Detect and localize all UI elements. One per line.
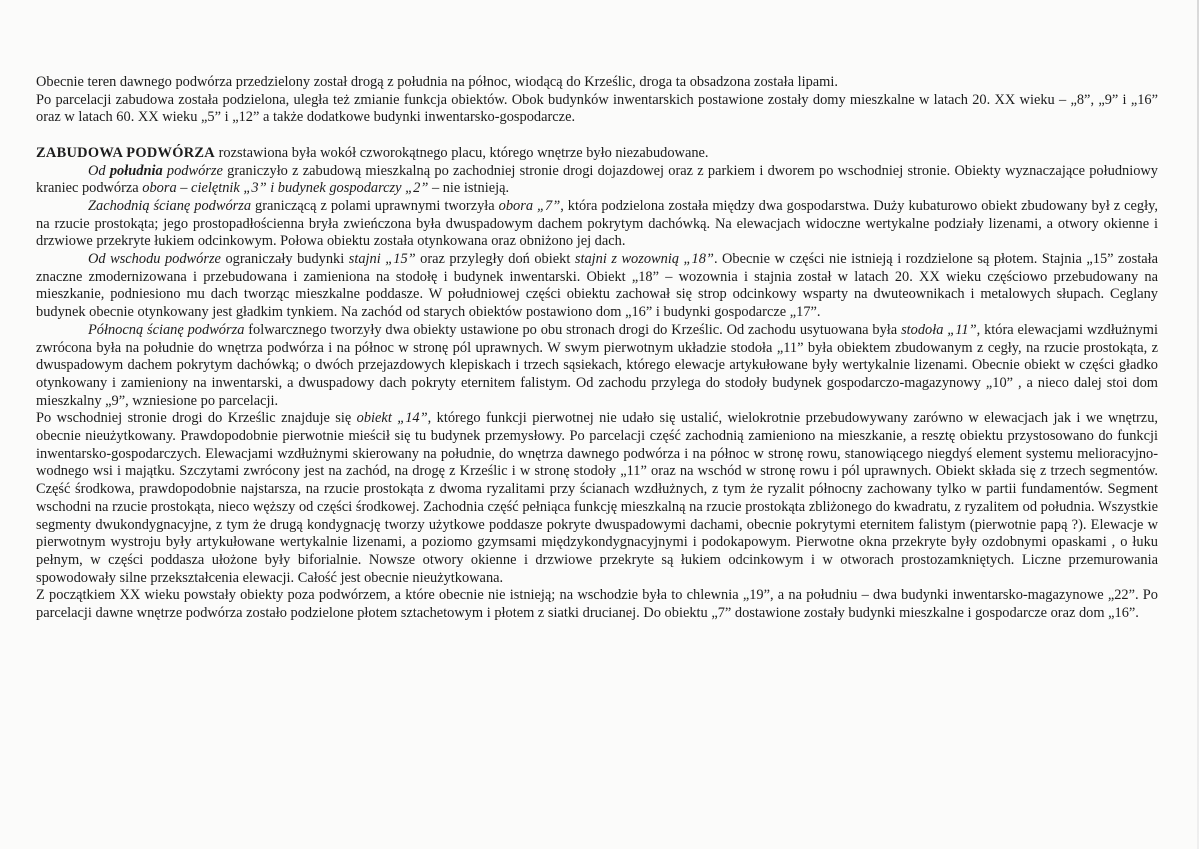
east-italic-stajnia: stajni „15” <box>348 251 416 268</box>
paragraph-north <box>36 322 1158 411</box>
section-heading: ZABUDOWA PODWÓRZA <box>36 144 216 161</box>
west-text-b: , która podzielona została między dwa gospodarstwa. Duży kubaturowo obiekt zbudowany był z cegły, na rzucie prostokąta; jego prostopadłościenna bryła zwieńczona była dwuspadowym dachem pokrytym dachówką. Na elewacjach widoczne wertykalne podziały lizenami, a otwory okienne i drzwiowe przekryte łukiem odcinkowym. Połowa obiektu została otynkowana oraz obniżono jej dach. <box>36 197 1158 250</box>
east-lead: Od wschodu podwórze <box>88 251 221 268</box>
east-road-text-b: , którego funkcji pierwotnej nie udało się ustalić, wielokrotnie przebudowywany zarówno w elewacjach jak i we wnętrzu, obecnie nieużytkowany. Prawdopodobnie pierwotnie mieścił się tu budynek przemysłowy. Po parcelacji część zachodnią zamieniono na mieszkanie, a resztę obiektu przystosowano do funkcji inwentarsko-gospodarczych. Elewacjami wzdłużnymi skierowany na południe, do wnętrza dawnego podwórza i na północ w stronę rowu, stanowiącego niegdyś element systemu melioracyjno-wodnego wsi i majątku. Szczytami zwrócony jest na zachód, na drogę z Krześlic i w stronę stodoły „11” oraz na wschód w stronę rowu i pól uprawnych. Obiekt składa się z trzech segmentów. Część środkowa, prawdopodobnie najstarsza, na rzucie prostokąta z dwoma ryzalitami przy ścianach wzdłużnych, z tym że ryzalit północny zachowany tylko w partii fundamentów. Segment wschodni na rzucie prostokąta, nieco węższy od części środkowej. Zachodnia część pełniąca funkcję mieszkalną na rzucie prostokąta zbliżonego do kwadratu, z ryzalitem od południa. Wszystkie segmenty dwukondygnacyjne, z tym że drugą kondygnację tworzy użytkowe poddasze pokryte dwuspadowymi dachami, obecnie pokrytymi eternitem falistym (pierwotnie papą ?). Elewacje w pierwotnym wystroju były artykułowane wertykalnie lizenami, a poziomo gzymsami międzykondygnacyjnymi i podokapowym. Pierwotne okna przekryte były ozdobnymi opaskami , o łuku pełnym, w części poddasza ułożone były biforialnie. Nowsze otwory okienne i drzwiowe przekryte są łukiem odcinkowym i w otworach prostozamkniętych. Liczne przemurowania spowodowały silne przekształcenia elewacji. Całość jest obecnie nieużytkowana. <box>36 410 1158 586</box>
west-lead: Zachodnią ścianę podwórza <box>88 197 252 214</box>
south-lead-a: Od <box>88 162 110 179</box>
west-italic-obora: obora „7” <box>498 197 561 214</box>
document-body <box>36 74 1158 623</box>
north-italic-stodola: stodoła „11” <box>901 321 977 338</box>
east-road-italic-obiekt: obiekt „14” <box>356 410 428 427</box>
north-text-b: , która elewacjami wzdłużnymi zwrócona była na południe do wnętrza podwórza i na północ w stronę pól uprawnych. W swym pierwotnym układzie stodoła „11” była obiektem zbudowanym z cegły, na rzucie prostokąta, z dwuspadowym dachem pokrytym dachówką; o dwóch przejazdowych klepiskach i trzech sąsiekach, którego elewacje artykułowane były wertykalnie lizenami. Obecnie obiekt w części gładko otynkowany i zamieniony na inwentarski, a dwuspadowy dach pokryty eternitem falistym. Od zachodu przylega do stodoły budynek gospodarczo-magazynowy „10” , a nieco dalej stoi dom mieszkalny „9”, wzniesione po parcelacji. <box>36 321 1158 409</box>
east-italic-wozownia: stajni z wozownią „18” <box>574 251 714 268</box>
east-text-b: oraz przyległy doń obiekt <box>415 251 575 268</box>
south-text-b: – nie istnieją. <box>428 180 510 197</box>
paragraph-west <box>36 198 1158 251</box>
south-lead-c: podwórze <box>162 162 223 179</box>
paragraph-outside: Z początkiem XX wieku powstały obiekty poza podwórzem, a które obecnie nie istnieją; na wschodzie była to chlewnia „19”, a na południu – dwa budynki inwentarsko-magazynowe „22”. Po parcelacji dawne wnętrze podwórza zostało podzielone płotem sztachetowym i płotem z siatki drucianej. Do obiektu „7” dostawione zostały budynki mieszkalne i gospodarcze oraz dom „16”. <box>36 587 1158 622</box>
intro-paragraph-road: Obecnie teren dawnego podwórza przedzielony został drogą z południa na północ, wiodącą do Krześlic, droga ta obsadzona została lipami. <box>36 74 838 90</box>
north-lead: Północną ścianę podwórza <box>88 321 245 338</box>
east-road-text-a: Po wschodniej stronie drogi do Krześlic znajduje się <box>36 410 357 427</box>
south-italic-objects: obora – cielętnik „3” i budynek gospodarczy „2” <box>142 180 429 197</box>
section-heading-paragraph <box>36 145 1158 163</box>
paragraph-east <box>36 251 1158 322</box>
south-text-a: graniczyło z zabudową mieszkalną po zachodniej stronie drogi dojazdowej oraz z parkiem i dworem po wschodniej stronie. Obiekty wyznaczające południowy kraniec podwórza <box>36 162 1158 197</box>
south-lead-bold: południa <box>109 162 163 179</box>
east-text-a: ograniczały budynki <box>220 251 349 268</box>
paragraph-east-road <box>36 410 1158 587</box>
paragraph-south <box>36 163 1158 198</box>
section-heading-text: rozstawiona była wokół czworokątnego placu, którego wnętrze było niezabudowane. <box>215 144 709 161</box>
north-text-a: folwarcznego tworzyły dwa obiekty ustawione po obu stronach drogi do Krześlic. Od zachodu usytuowana była <box>244 321 902 338</box>
west-text-a: graniczącą z polami uprawnymi tworzyła <box>251 197 499 214</box>
east-text-c: . Obecnie w części nie istnieją i rozdzielone są płotem. Stajnia „15” została znaczne zmodernizowana i przebudowana i zamieniona na stodołę i budynek inwentarski. Obiekt „18” – wozownia i stajnia został w latach 20. XX wieku częściowo przebudowany na mieszkanie, podniesiono mu dach tworząc mieszkalne poddasze. W południowej części obiektu zachował się strop odcinkowy wsparty na dwuteownikach i metalowych słupach. Ceglany budynek obecnie otynkowany jest gładkim tynkiem. Na zachód od starych obiektów postawiono dom „16” i budynki gospodarcze „17”. <box>36 251 1158 321</box>
intro-paragraph-parcelation: Po parcelacji zabudowa została podzielona, uległa też zmianie funkcja obiektów. Obok budynków inwentarskich postawione zostały domy mieszkalne w latach 20. XX wieku – „8”, „9” i „16” oraz w latach 60. XX wieku „5” i „12” a także dodatkowe budynki inwentarsko-gospodarcze. <box>36 91 1158 126</box>
